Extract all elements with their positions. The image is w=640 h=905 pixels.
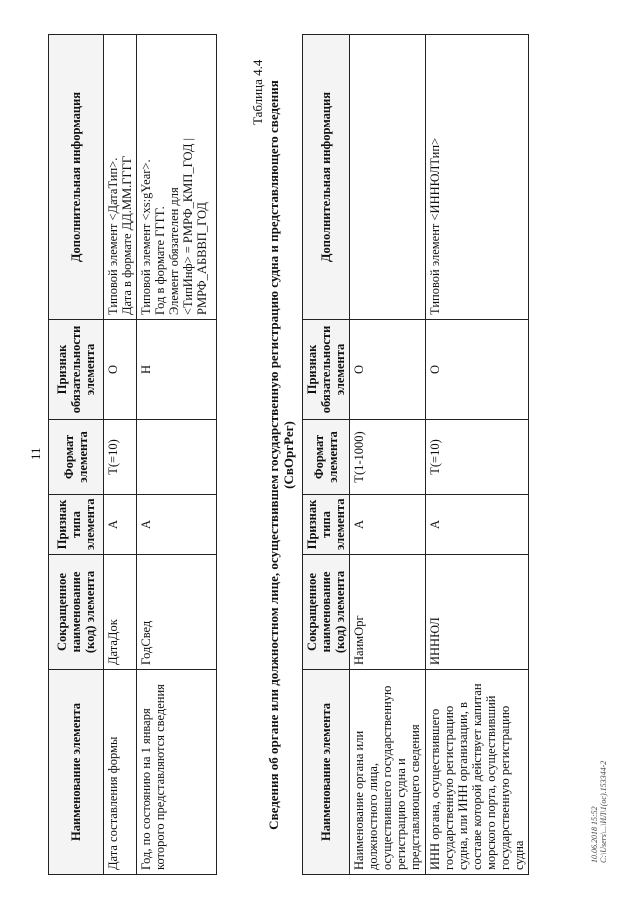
stamp-line: 10.06.2018 15:52	[590, 806, 599, 863]
cell-code: ИННЮЛ	[426, 555, 529, 670]
table-header-row	[303, 35, 350, 875]
col-header-format: Формат элемента	[49, 420, 104, 495]
col-header-code: Сокращенное наименование (код) элемента	[49, 555, 104, 670]
cell-name: Дата составления формы	[104, 670, 137, 875]
cell-code: НаимОрг	[350, 555, 426, 670]
info-line: Год в формате ГГГГ.	[153, 206, 167, 315]
cell-code: ДатаДок	[104, 555, 137, 670]
cell-info	[137, 35, 217, 320]
col-header-name: Наименование элемента	[49, 670, 104, 875]
cell-name: Год, по состоянию на 1 января которого представляются сведения	[137, 670, 217, 875]
cell-info: Типовой элемент <ИННЮЛТип>	[426, 35, 529, 320]
cell-info	[104, 35, 137, 320]
cell-name: ИНН органа, осуществившего государственную регистрацию судна, или ИНН организации, в составе которой действует капитан морского порта, осуществивший государственную регистрацию судна	[426, 670, 529, 875]
table-title-code: (СвОргРег)	[281, 421, 296, 489]
col-header-name: Наименование элемента	[303, 670, 350, 875]
table-row	[350, 35, 426, 875]
table-title-text: Сведения об органе или должностном лице, осуществившем государственную регистрацию судна и представляющего сведения	[266, 80, 281, 830]
cell-type: А	[137, 495, 217, 555]
info-line: Типовой элемент <xs:gYear>.	[139, 159, 153, 315]
page-number: 11	[28, 447, 43, 460]
table-elements-1	[48, 34, 217, 875]
cell-required: О	[104, 320, 137, 420]
print-stamp	[590, 761, 608, 863]
cell-required: О	[426, 320, 529, 420]
cell-format: Т(1-1000)	[350, 420, 426, 495]
col-header-code: Сокращенное наименование (код) элемента	[303, 555, 350, 670]
cell-format: Т(=10)	[426, 420, 529, 495]
info-line: Элемент обязателен для	[167, 187, 181, 315]
info-line: <ТипИнф> = РМРФ_КМП_ГОД |	[181, 137, 195, 315]
cell-type: А	[104, 495, 137, 555]
col-header-info: Дополнительная информация	[303, 35, 350, 320]
cell-type: А	[350, 495, 426, 555]
col-header-type: Признак типа элемента	[49, 495, 104, 555]
table-label: Таблица 4.4	[250, 59, 265, 125]
cell-type: А	[426, 495, 529, 555]
table-title	[266, 35, 296, 875]
cell-info	[350, 35, 426, 320]
table-row	[426, 35, 529, 875]
table-header-row	[49, 35, 104, 875]
stamp-line: C:\Users\...\ИЛ\1(ос).153344-2	[599, 760, 608, 863]
info-line: Типовой элемент <ДатаТип>.	[106, 157, 120, 315]
col-header-format: Формат элемента	[303, 420, 350, 495]
table-elements-2	[302, 34, 529, 875]
cell-name: Наименование органа или должностного лица, осуществившего государственную регистрацию судна и представляющего сведения	[350, 670, 426, 875]
info-line: Дата в формате ДД.ММ.ГГГГ	[120, 155, 134, 315]
table-row	[104, 35, 137, 875]
col-header-type: Признак типа элемента	[303, 495, 350, 555]
col-header-required: Признак обязательности элемента	[49, 320, 104, 420]
info-line: РМРФ_АБВВП_ГОД	[195, 202, 209, 315]
col-header-required: Признак обязательности элемента	[303, 320, 350, 420]
cell-required: Н	[137, 320, 217, 420]
cell-format	[137, 420, 217, 495]
cell-required: О	[350, 320, 426, 420]
cell-code: ГодСвед	[137, 555, 217, 670]
col-header-info: Дополнительная информация	[49, 35, 104, 320]
table-row	[137, 35, 217, 875]
cell-format: Т(=10)	[104, 420, 137, 495]
